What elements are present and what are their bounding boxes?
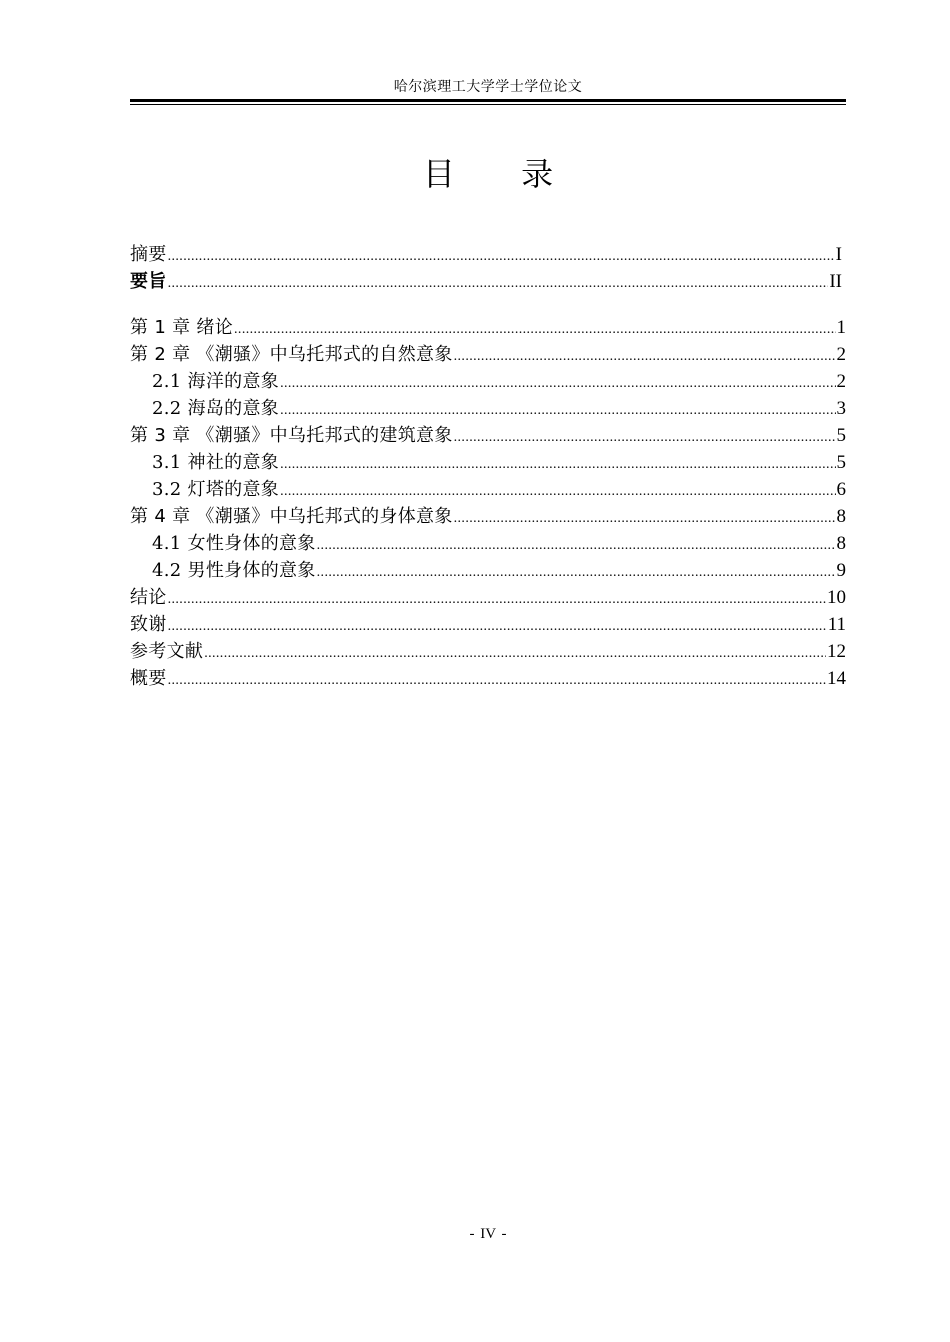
toc-leader-dots	[204, 640, 826, 667]
toc-entry-text: 结论	[130, 587, 167, 608]
toc-leader-dots	[168, 243, 835, 270]
toc-entry-text: 3.2 灯塔的意象	[152, 479, 280, 500]
toc-leader-dots	[280, 397, 835, 424]
toc-entry-abstract-jp[interactable]	[130, 268, 846, 295]
toc-leader-dots	[168, 667, 826, 694]
toc-page-number: I	[835, 244, 842, 265]
toc-page-number: 2	[836, 344, 846, 365]
header-rule-thin	[130, 104, 846, 105]
toc-entry-text: 致谢	[130, 614, 167, 635]
toc-entry-section-4-2[interactable]	[130, 557, 846, 584]
toc-leader-dots	[317, 532, 836, 559]
page-number-footer: - IV -	[469, 1226, 507, 1242]
toc-leader-dots	[317, 559, 836, 586]
toc-entry-abstract-cn[interactable]	[130, 241, 846, 268]
toc-leader-dots	[454, 424, 836, 451]
toc-entry-text: 第 4 章 《潮骚》中乌托邦式的身体意象	[130, 506, 453, 527]
toc-entry-summary[interactable]	[130, 665, 846, 692]
toc-entry-section-2-1[interactable]	[130, 368, 846, 395]
toc-entry-text: 第 2 章 《潮骚》中乌托邦式的自然意象	[130, 344, 453, 365]
table-of-contents	[130, 241, 846, 692]
toc-entry-chapter-4[interactable]	[130, 503, 846, 530]
toc-page-number: 1	[836, 317, 846, 338]
toc-page-number: 2	[836, 371, 846, 392]
toc-entry-section-3-2[interactable]	[130, 476, 846, 503]
toc-page-number: 11	[827, 614, 846, 635]
toc-entry-text: 概要	[130, 668, 167, 689]
toc-entry-text: 摘要	[130, 244, 167, 265]
toc-entry-text: 要旨	[130, 271, 167, 292]
toc-entry-conclusion[interactable]	[130, 584, 846, 611]
toc-entry-section-4-1[interactable]	[130, 530, 846, 557]
toc-page-number: 5	[836, 425, 846, 446]
toc-page-number: 3	[836, 398, 846, 419]
toc-leader-dots	[168, 613, 827, 640]
toc-leader-dots	[280, 478, 835, 505]
toc-page-number: II	[829, 271, 842, 292]
toc-entry-references[interactable]	[130, 638, 846, 665]
toc-entry-acknowledgements[interactable]	[130, 611, 846, 638]
toc-page-number: 9	[836, 560, 846, 581]
toc-page-number: 8	[836, 533, 846, 554]
toc-entry-text: 第 3 章 《潮骚》中乌托邦式的建筑意象	[130, 425, 453, 446]
toc-leader-dots	[454, 505, 836, 532]
toc-page-number: 8	[836, 506, 846, 527]
toc-entry-section-2-2[interactable]	[130, 395, 846, 422]
toc-entry-chapter-2[interactable]	[130, 341, 846, 368]
toc-entry-text: 4.1 女性身体的意象	[152, 533, 316, 554]
toc-page-number: 5	[836, 452, 846, 473]
header-rule-thick	[130, 99, 846, 102]
toc-leader-dots	[280, 370, 835, 397]
toc-entry-text: 2.2 海岛的意象	[152, 398, 280, 419]
running-header: 哈尔滨理工大学学士学位论文	[393, 80, 583, 95]
toc-page-number: 12	[827, 641, 846, 662]
toc-entry-chapter-3[interactable]	[130, 422, 846, 449]
toc-leader-dots	[168, 270, 829, 297]
toc-entry-chapter-1[interactable]	[130, 314, 846, 341]
toc-entry-text: 4.2 男性身体的意象	[152, 560, 316, 581]
toc-leader-dots	[234, 316, 835, 343]
toc-leader-dots	[168, 586, 826, 613]
toc-page-number: 14	[827, 668, 846, 689]
toc-entry-text: 3.1 神社的意象	[152, 452, 280, 473]
toc-entry-text: 第 1 章 绪论	[130, 317, 234, 338]
toc-page-number: 6	[836, 479, 846, 500]
toc-leader-dots	[454, 343, 836, 370]
toc-entry-text: 2.1 海洋的意象	[152, 371, 280, 392]
toc-entry-section-3-1[interactable]	[130, 449, 846, 476]
toc-leader-dots	[280, 451, 835, 478]
toc-page-number: 10	[827, 587, 846, 608]
toc-title: 目 录	[422, 155, 582, 193]
toc-entry-text: 参考文献	[130, 641, 204, 662]
